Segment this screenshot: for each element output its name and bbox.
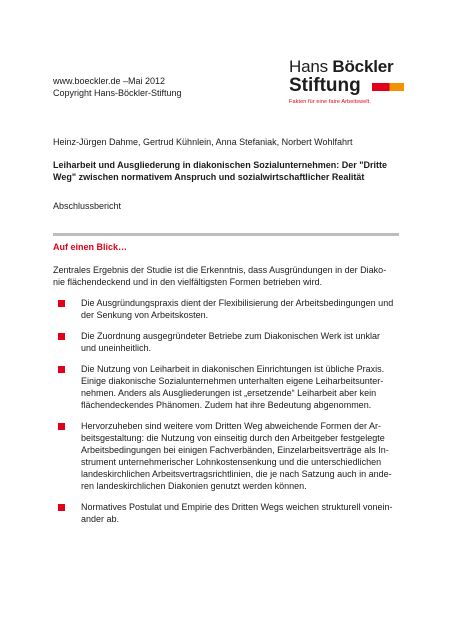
title-line-2: Weg" zwischen normativem Anspruch und sozialwirtschaftlicher Realität (53, 172, 365, 182)
bullet-square-icon (58, 423, 65, 430)
finding-line: beitsgestaltung: die Nutzung von einseitig durch den Arbeitgeber festgelegte (81, 433, 385, 443)
logo-line-1 (289, 57, 409, 76)
logo-word-hans: Hans (289, 57, 333, 76)
hans-boeckler-stiftung-logo (289, 57, 409, 105)
finding-line: ren landeskirchlichen Diakonien genutzt werden können. (81, 481, 307, 491)
finding-item (53, 501, 399, 525)
finding-line: Hervorzuheben sind weitere vom Dritten Weg abweichende Formen der Ar- (81, 421, 381, 431)
logo-tagline: Fakten für eine faire Arbeitswelt. (289, 99, 371, 105)
key-findings-list (53, 297, 399, 534)
finding-line: der Senkung von Arbeitskosten. (81, 310, 209, 320)
finding-item (53, 363, 399, 411)
finding-line: nehmen. Anders als Ausgliederungen ist „ersetzende“ Leiharbeit aber kein (81, 388, 377, 398)
logo-word-stiftung: Stiftung (289, 75, 361, 96)
website-date-line: www.boeckler.de –Mai 2012 (53, 76, 166, 86)
intro-line: Zentrales Ergebnis der Studie ist die Erkenntnis, dass Ausgründungen in der Diako- (53, 265, 387, 275)
logo-word-boeckler: Böckler (332, 57, 394, 76)
finding-line: Die Zuordnung ausgegründeter Betriebe zum Diakonischen Werk ist unklar (81, 331, 380, 341)
intro-line: nie flächendeckend und in den vielfältigsten Formen betrieben wird. (53, 277, 323, 287)
authors: Heinz-Jürgen Dahme, Gertrud Kühnlein, Anna Stefaniak, Norbert Wohlfahrt (53, 137, 353, 147)
logo-line-2 (289, 76, 409, 96)
finding-line: strument unternehmerischer Lohnkostensenkung und die unterschiedlichen (81, 457, 382, 467)
bullet-square-icon (58, 504, 65, 511)
summary-intro (53, 264, 399, 288)
logo-color-bar (372, 83, 404, 91)
finding-item (53, 330, 399, 354)
bullet-square-icon (58, 333, 65, 340)
finding-item (53, 297, 399, 321)
section-divider (53, 233, 399, 236)
finding-line: ander ab. (81, 514, 120, 524)
document-title (53, 159, 398, 183)
finding-line: landeskirchlichen Arbeitsvertragsrichtlinien, die je nach Satzung auch in ande- (81, 469, 392, 479)
finding-line: Die Nutzung von Leiharbeit in diakonischen Einrichtungen ist übliche Praxis. (81, 364, 385, 374)
document-meta (53, 75, 182, 99)
summary-heading: Auf einen Blick… (53, 242, 128, 252)
finding-item (53, 420, 399, 492)
bullet-square-icon (58, 300, 65, 307)
finding-line: Die Ausgründungspraxis dient der Flexibilisierung der Arbeitsbedingungen und (81, 298, 394, 308)
finding-line: flächendeckendes Phänomen. Zudem hat ihre Bedeutung abgenommen. (81, 400, 372, 410)
finding-line: Arbeitsbedingungen bei einigen Fachverbänden, Einzelarbeitsverträge als In- (81, 445, 389, 455)
title-line-1: Leiharbeit und Ausgliederung in diakonischen Sozialunternehmen: Der "Dritte (53, 160, 387, 170)
bullet-square-icon (58, 366, 65, 373)
report-type: Abschlussbericht (53, 201, 122, 211)
finding-line: Einige diakonische Sozialunternehmen unterhalten eigene Leiharbeitsunter- (81, 376, 384, 386)
copyright-line: Copyright Hans-Böckler-Stiftung (53, 88, 182, 98)
finding-line: Normatives Postulat und Empirie des Dritten Wegs weichen strukturell vonein- (81, 502, 393, 512)
finding-line: und uneinheitlich. (81, 343, 152, 353)
